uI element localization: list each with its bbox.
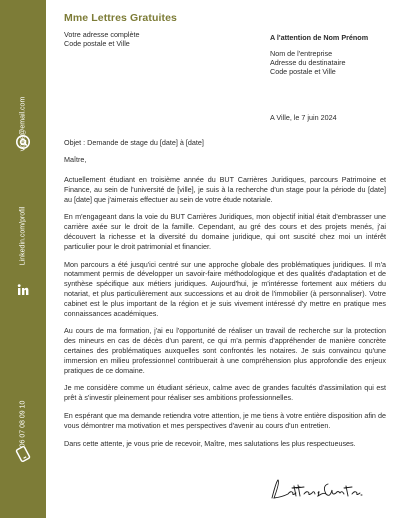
- letter-subject: Objet : Demande de stage du [date] à [date]: [64, 138, 204, 147]
- recipient-block: [270, 33, 368, 76]
- letter-body: [64, 167, 386, 448]
- brand-title: Mme Lettres Gratuites: [64, 12, 177, 24]
- sidebar: [0, 0, 46, 518]
- signature: [268, 476, 364, 506]
- letter-date: A Ville, le 7 juin 2024: [270, 113, 337, 122]
- paragraph: Je me considère comme un étudiant sérieux, calme avec de grandes facultés d'assimilation qui est prêt à s'investir pleinement pour réaliser ses ambitions professionnelles.: [64, 383, 386, 403]
- at-icon: [15, 134, 31, 150]
- recipient-attention: A l'attention de Nom Prénom: [270, 33, 369, 42]
- paragraph: En espérant que ma demande retiendra votre attention, je me tiens à votre entière disposition afin de vous démontrer ma motivation et mes perspectives d'avenir au cours d'un entretien.: [64, 410, 386, 430]
- paragraph: Au cours de ma formation, j'ai eu l'opportunité de réaliser un travail de recherche sur la protection des mineurs en cas de décès d'un parent, ce qui m'a permis d'appréhender de manière concrète certaines des problématiques auxquelles sont confrontés les notaires. Je suis convaincu qu'une immersion en milieu professionnel contribuerait à une compréhension plus approfondie des enjeux pratiques de ce domaine.: [64, 326, 386, 375]
- phone-icon: [15, 446, 31, 462]
- letter-greeting: Maître,: [64, 155, 87, 164]
- recipient-city: Code postale et Ville: [270, 67, 336, 76]
- sidebar-linkedin: Linkedin.com/profil: [19, 206, 27, 266]
- paragraph: En m'engageant dans la voie du BUT Carrières Juridiques, mon objectif initial était d'embrasser une carrière axée sur le droit de la famille. Cependant, au gré des cours et des projets menés, j'ai découvert la richesse et la diversité du domaine juridique, qui ont suscité chez moi un intérêt particulier pour le droit patrimonial et financier.: [64, 212, 386, 251]
- paragraph: Mon parcours a été jusqu'ici centré sur une approche globale des problématiques juridiques. Il m'a notamment permis de développer un savoir-faire méthodologique et des qualités d'adaptation et de synthèse spécifique aux métiers juridiques. Aujourd'hui, je m'intéresse fortement aux métiers du notariat, et plus particulièrement aux successions et au droit de l'immobilier (à personnaliser). Votre cabinet est le plus important de la région et je suis vivement intéressé d'y mettre en pratique mes connaissances académiques.: [64, 259, 386, 318]
- paragraph: Actuellement étudiant en troisième année du BUT Carrières Juridiques, parcours Patrimoine et Finance, au sein de l'université de [ville], je suis à la recherche d'un stage pour la période du [date] au [date] que j'aimerais effectuer au sein de votre étude notariale.: [64, 175, 386, 204]
- linkedin-icon: [15, 282, 31, 298]
- paragraph: Dans cette attente, je vous prie de recevoir, Maître, mes salutations les plus respectueuses.: [64, 438, 356, 448]
- recipient-company: Nom de l'entreprise: [270, 49, 333, 58]
- sender-city: Code postale et Ville: [64, 39, 130, 48]
- sidebar-phone: 06 07 08 09 10: [19, 400, 27, 448]
- recipient-address: Adresse du destinataire: [270, 58, 346, 67]
- sender-block: [64, 30, 140, 48]
- sender-address: Votre adresse complète: [64, 30, 140, 39]
- sidebar-email: votre@email.com: [19, 96, 27, 152]
